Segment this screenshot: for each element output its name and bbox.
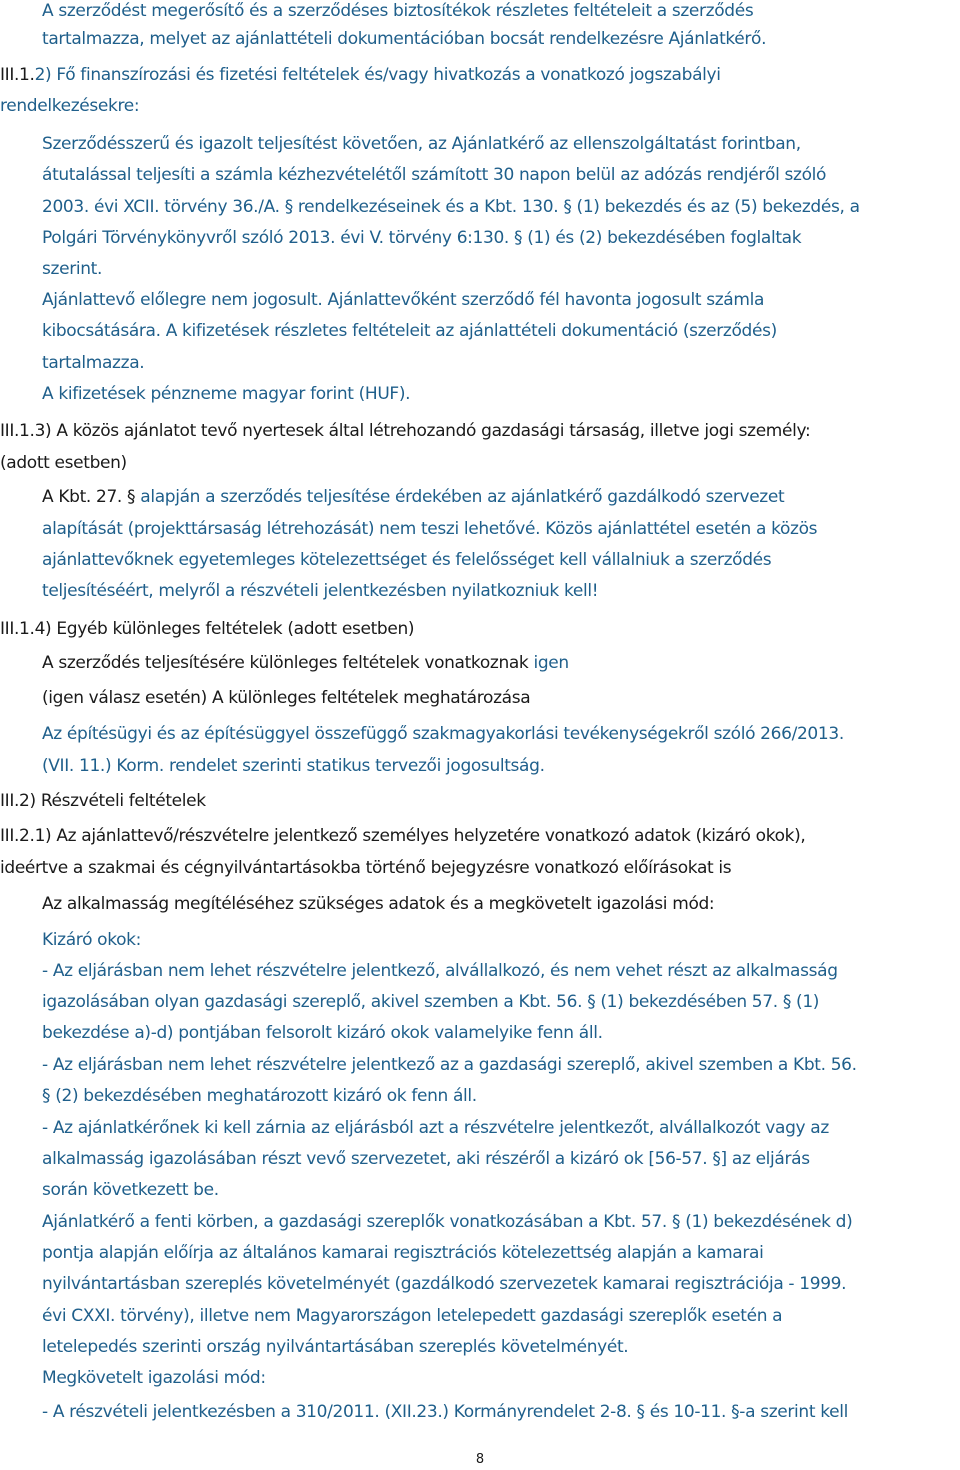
paragraph-line: Ajánlattevő előlegre nem jogosult. Ajánlattevőként szerződő fél havonta jogosult számla <box>42 290 765 310</box>
paragraph-line: Polgári Törvénykönyvről szóló 2013. évi V. törvény 6:130. § (1) és (2) bekezdésében foglaltak <box>42 228 802 248</box>
paragraph-line: A Kbt. 27. § alapján a szerződés teljesítése érdekében az ajánlatkérő gazdálkodó szervezet <box>42 487 785 507</box>
paragraph-line: § (2) bekezdésében meghatározott kizáró ok fenn áll. <box>42 1086 477 1106</box>
paragraph-line: alapítását (projekttársaság létrehozását) nem teszi lehetővé. Közös ajánlattétel esetén a közös <box>42 519 818 539</box>
paragraph-line: nyilvántartásban szereplés követelményét (gazdálkodó szervezetek kamarai regisztrációja - 1999. <box>42 1274 847 1294</box>
paragraph-line: Kizáró okok: <box>42 930 142 950</box>
section-heading-line: (adott esetben) <box>0 453 127 473</box>
paragraph-line: 2003. évi XCII. törvény 36./A. § rendelkezéseinek és a Kbt. 130. § (1) bekezdés és az (5) bekezdés, a <box>42 197 860 217</box>
paragraph-line: teljesítéséért, melyről a részvételi jelentkezésben nyilatkozniuk kell! <box>42 581 599 601</box>
section-heading-line: ideértve a szakmai és cégnyilvántartásokba történő bejegyzésre vonatkozó előírásokat is <box>0 858 732 878</box>
paragraph-line: - Az ajánlatkérőnek ki kell zárnia az eljárásból azt a részvételre jelentkezőt, alvállalkozót vagy az <box>42 1118 829 1138</box>
paragraph-line: Az építésügyi és az építésüggyel összefüggő szakmagyakorlási tevékenységekről szóló 266/2013. <box>42 724 844 744</box>
section-heading-3-2: III.2) Részvételi feltételek <box>0 791 206 811</box>
paragraph-line: pontja alapján előírja az általános kamarai regisztrációs kötelezettség alapján a kamarai <box>42 1243 764 1263</box>
paragraph-line: átutalással teljesíti a számla kézhezvételétől számított 30 napon belül az adózás rendjéről szóló <box>42 165 827 185</box>
answer-value: igen <box>533 653 569 673</box>
paragraph-line: Megkövetelt igazolási mód: <box>42 1368 266 1388</box>
paragraph-line: letelepedés szerinti ország nyilvántartásában szereplés követelményét. <box>42 1337 629 1357</box>
paragraph-line: alkalmasság igazolásában részt vevő szervezetet, aki részéről a kizáró ok [56-57. §] az eljárás <box>42 1149 810 1169</box>
paragraph-line: igazolásában olyan gazdasági szereplő, akivel szemben a Kbt. 56. § (1) bekezdésében 57. § (1) <box>42 992 820 1012</box>
paragraph-line: Ajánlatkérő a fenti körben, a gazdasági szereplők vonatkozásában a Kbt. 57. § (1) bekezdésének d) <box>42 1212 853 1232</box>
page-number: 8 <box>475 1452 485 1467</box>
paragraph-line: tartalmazza, melyet az ajánlattételi dokumentációban bocsát rendelkezésre Ajánlatkérő. <box>42 29 767 49</box>
section-heading-line: rendelkezésekre: <box>0 96 140 116</box>
paragraph-line: kibocsátására. A kifizetések részletes feltételeit az ajánlattételi dokumentáció (szerződés) <box>42 321 777 341</box>
paragraph-line: során következett be. <box>42 1180 219 1200</box>
paragraph-line: (VII. 11.) Korm. rendelet szerinti statikus tervezői jogosultság. <box>42 756 545 776</box>
paragraph-line: Szerződésszerű és igazolt teljesítést követően, az Ajánlatkérő az ellenszolgáltatást forintban, <box>42 134 801 154</box>
paragraph-line: tartalmazza. <box>42 353 145 373</box>
section-heading-3-1-3: III.1.3) A közös ajánlatot tevő nyertesek által létrehozandó gazdasági társaság, illetve jogi személy: <box>0 421 811 441</box>
section-heading-3-1-4: III.1.4) Egyéb különleges feltételek (adott esetben) <box>0 619 415 639</box>
section-heading-3-1-2: III.1.2) Fő finanszírozási és fizetési feltételek és/vagy hivatkozás a vonatkozó jogszabályi <box>0 65 721 85</box>
paragraph-line: A kifizetések pénzneme magyar forint (HUF). <box>42 384 411 404</box>
paragraph-line: - Az eljárásban nem lehet részvételre jelentkező, alvállalkozó, és nem vehet részt az alkalmasság <box>42 961 838 981</box>
paragraph-line: - Az eljárásban nem lehet részvételre jelentkező az a gazdasági szereplő, akivel szemben a Kbt. 56. <box>42 1055 857 1075</box>
paragraph-line: szerint. <box>42 259 102 279</box>
paragraph-line: ajánlattevőknek egyetemleges kötelezettséget és felelősséget kell vállalniuk a szerződés <box>42 550 772 570</box>
paragraph-line: (igen válasz esetén) A különleges feltételek meghatározása <box>42 688 531 708</box>
section-heading-3-2-1: III.2.1) Az ajánlattevő/részvételre jelentkező személyes helyzetére vonatkozó adatok (kizáró okok), <box>0 826 806 846</box>
paragraph-line: bekezdése a)-d) pontjában felsorolt kizáró okok valamelyike fenn áll. <box>42 1023 603 1043</box>
paragraph-line: évi CXXI. törvény), illetve nem Magyarországon letelepedett gazdasági szereplők esetén a <box>42 1306 783 1326</box>
paragraph-line: A szerződés teljesítésére különleges feltételek vonatkoznak igen <box>42 653 569 673</box>
paragraph-line: - A részvételi jelentkezésben a 310/2011. (XII.23.) Kormányrendelet 2-8. § és 10-11. §-a szerint kell <box>42 1402 848 1422</box>
paragraph-line: A szerződést megerősítő és a szerződéses biztosítékok részletes feltételeit a szerződés <box>42 1 754 21</box>
paragraph-line: Az alkalmasság megítéléséhez szükséges adatok és a megkövetelt igazolási mód: <box>42 894 715 914</box>
